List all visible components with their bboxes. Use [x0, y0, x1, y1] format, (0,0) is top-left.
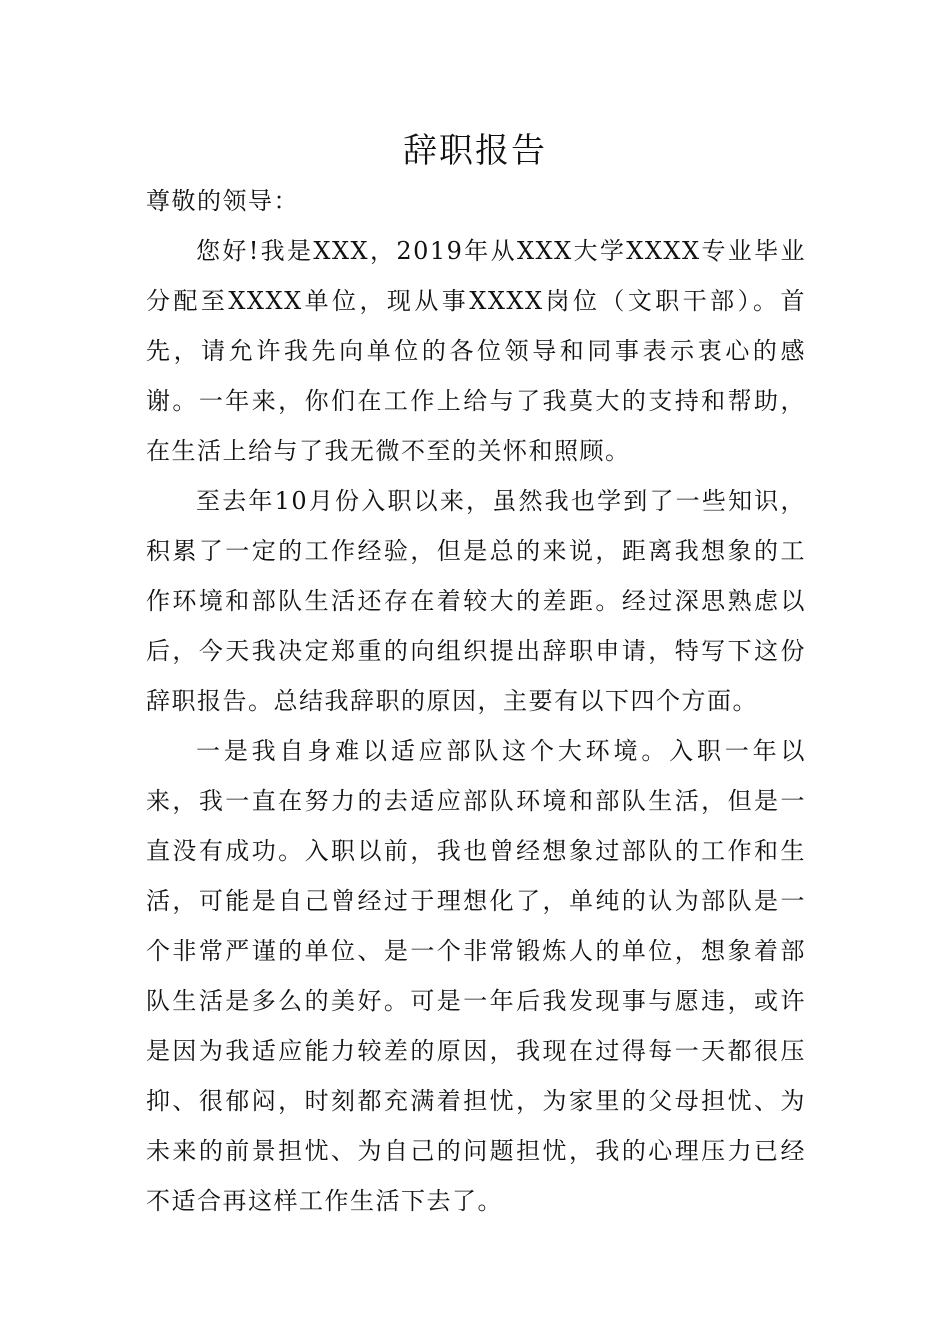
document-body	[146, 176, 806, 1226]
document-title: 辞职报告	[403, 131, 547, 171]
paragraph-greeting: 您好!我是XXX，2019年从XXX大学XXXX专业毕业分配至XXXX单位，现从事XXXX岗位（文职干部）。首先，请允许我先向单位的各位领导和同事表示衷心的感谢。一年来，你们在工作上给与了我莫大的支持和帮助，在生活上给与了我无微不至的关怀和照顾。	[146, 237, 806, 465]
paragraph-reason-one: 一是我自身难以适应部队这个大环境。入职一年以来，我一直在努力的去适应部队环境和部队生活，但是一直没有成功。入职以前，我也曾经想象过部队的工作和生活，可能是自己曾经过于理想化了，单纯的认为部队是一个非常严谨的单位、是一个非常锻炼人的单位，想象着部队生活是多么的美好。可是一年后我发现事与愿违，或许是因为我适应能力较差的原因，我现在过得每一天都很压抑、很郁闷，时刻都充满着担忧，为家里的父母担忧、为未来的前景担忧、为自己的问题担忧，我的心理压力已经不适合再这样工作生活下去了。	[146, 737, 806, 1215]
paragraph-reason-intro: 至去年10月份入职以来，虽然我也学到了一些知识，积累了一定的工作经验，但是总的来说，距离我想象的工作环境和部队生活还存在着较大的差距。经过深思熟虑以后，今天我决定郑重的向组织提出辞职申请，特写下这份辞职报告。总结我辞职的原因，主要有以下四个方面。	[146, 487, 806, 715]
salutation: 尊敬的领导：	[146, 187, 299, 215]
